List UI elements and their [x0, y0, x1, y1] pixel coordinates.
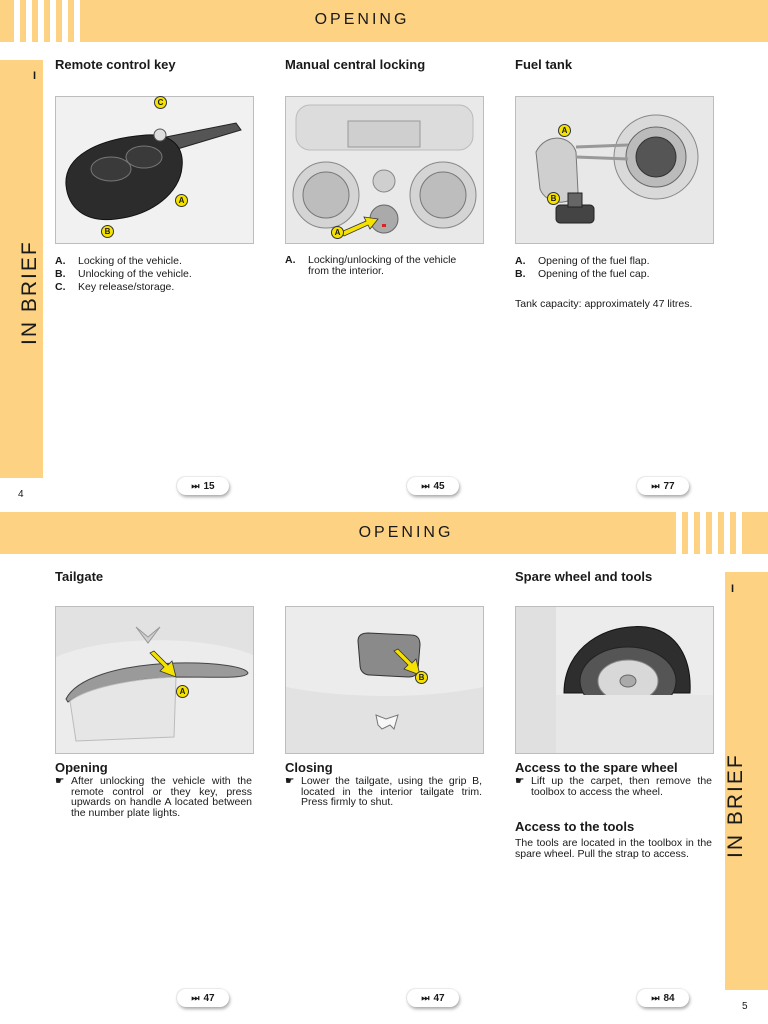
skip-forward-icon: ⏭ [421, 480, 430, 491]
list-item: B. Unlocking of the vehicle. [55, 268, 192, 280]
heading-fuel-tank: Fuel tank [515, 57, 573, 72]
page-ref-link[interactable]: ⏭ 77 [637, 477, 689, 495]
callout-b: B [547, 192, 560, 205]
page-ref-link[interactable]: ⏭ 47 [407, 989, 459, 1007]
top-side-label: IN BRIEF [18, 240, 41, 345]
list-item: C. Key release/storage. [55, 281, 175, 293]
bottom-side-roman: I [731, 583, 735, 595]
callout-b: B [415, 671, 428, 684]
list-item: A. Locking of the vehicle. [55, 255, 182, 267]
figure-tailgate-opening [55, 606, 254, 754]
subheading-access-spare-wheel: Access to the spare wheel [515, 760, 678, 775]
fuel-tank-list [515, 255, 715, 281]
list-item: A. Opening of the fuel flap. [515, 255, 650, 267]
callout-a: A [331, 226, 344, 239]
subheading-access-tools: Access to the tools [515, 819, 635, 834]
hand-pointer-icon: ☛ [55, 775, 65, 787]
tools-paragraph: The tools are located in the toolbox in the spare wheel. Pull the strap to access. [515, 837, 712, 860]
top-banner-stripes [14, 0, 86, 42]
figure-manual-central-locking [285, 96, 484, 244]
subheading-opening: Opening [55, 760, 108, 775]
skip-forward-icon: ⏭ [651, 480, 660, 491]
heading-spare-wheel-and-tools: Spare wheel and tools [515, 569, 653, 584]
figure-spare-wheel [515, 606, 714, 754]
opening-instruction: ☛ After unlocking the vehicle with the remote control or they key, press upwards on handle A located between the number plate lights. [55, 775, 252, 819]
remote-key-list [55, 255, 255, 294]
list-item: A. Locking/unlocking of the vehicle from the interior. [285, 254, 457, 277]
heading-remote-control-key: Remote control key [55, 57, 176, 72]
skip-forward-icon: ⏭ [191, 480, 200, 491]
list-item: B. Opening of the fuel cap. [515, 268, 650, 280]
top-banner-title: OPENING [314, 11, 410, 28]
hand-pointer-icon: ☛ [285, 775, 295, 787]
callout-a: A [176, 685, 189, 698]
heading-tailgate: Tailgate [55, 569, 104, 584]
heading-manual-central-locking: Manual central locking [285, 57, 426, 72]
figure-tailgate-closing [285, 606, 484, 754]
bottom-banner-stripes [676, 512, 748, 554]
page-ref-link[interactable]: ⏭ 15 [177, 477, 229, 495]
skip-forward-icon: ⏭ [191, 992, 200, 1003]
spare-wheel-instruction: ☛ Lift up the carpet, then remove the toolbox to access the wheel. [515, 775, 712, 798]
callout-b: B [101, 225, 114, 238]
top-side-roman: I [33, 70, 37, 82]
fuel-tank-note: Tank capacity: approximately 47 litres. [515, 298, 693, 310]
page-number-right: 5 [742, 1001, 748, 1012]
figure-remote-control-key [55, 96, 254, 244]
skip-forward-icon: ⏭ [421, 992, 430, 1003]
skip-forward-icon: ⏭ [651, 992, 660, 1003]
page-number-left: 4 [18, 489, 24, 500]
closing-instruction: ☛ Lower the tailgate, using the grip B, located in the interior tailgate trim. Press firmly to shut. [285, 775, 482, 808]
figure-fuel-tank [515, 96, 714, 244]
page-ref-link[interactable]: ⏭ 47 [177, 989, 229, 1007]
bottom-banner-title: OPENING [358, 524, 454, 541]
subheading-closing: Closing [285, 760, 333, 775]
callout-c: C [154, 96, 167, 109]
central-locking-list [285, 255, 465, 277]
callout-a: A [175, 194, 188, 207]
callout-a: A [558, 124, 571, 137]
page-ref-link[interactable]: ⏭ 45 [407, 477, 459, 495]
hand-pointer-icon: ☛ [515, 775, 525, 787]
bottom-side-label: IN BRIEF [724, 753, 747, 858]
page-ref-link[interactable]: ⏭ 84 [637, 989, 689, 1007]
